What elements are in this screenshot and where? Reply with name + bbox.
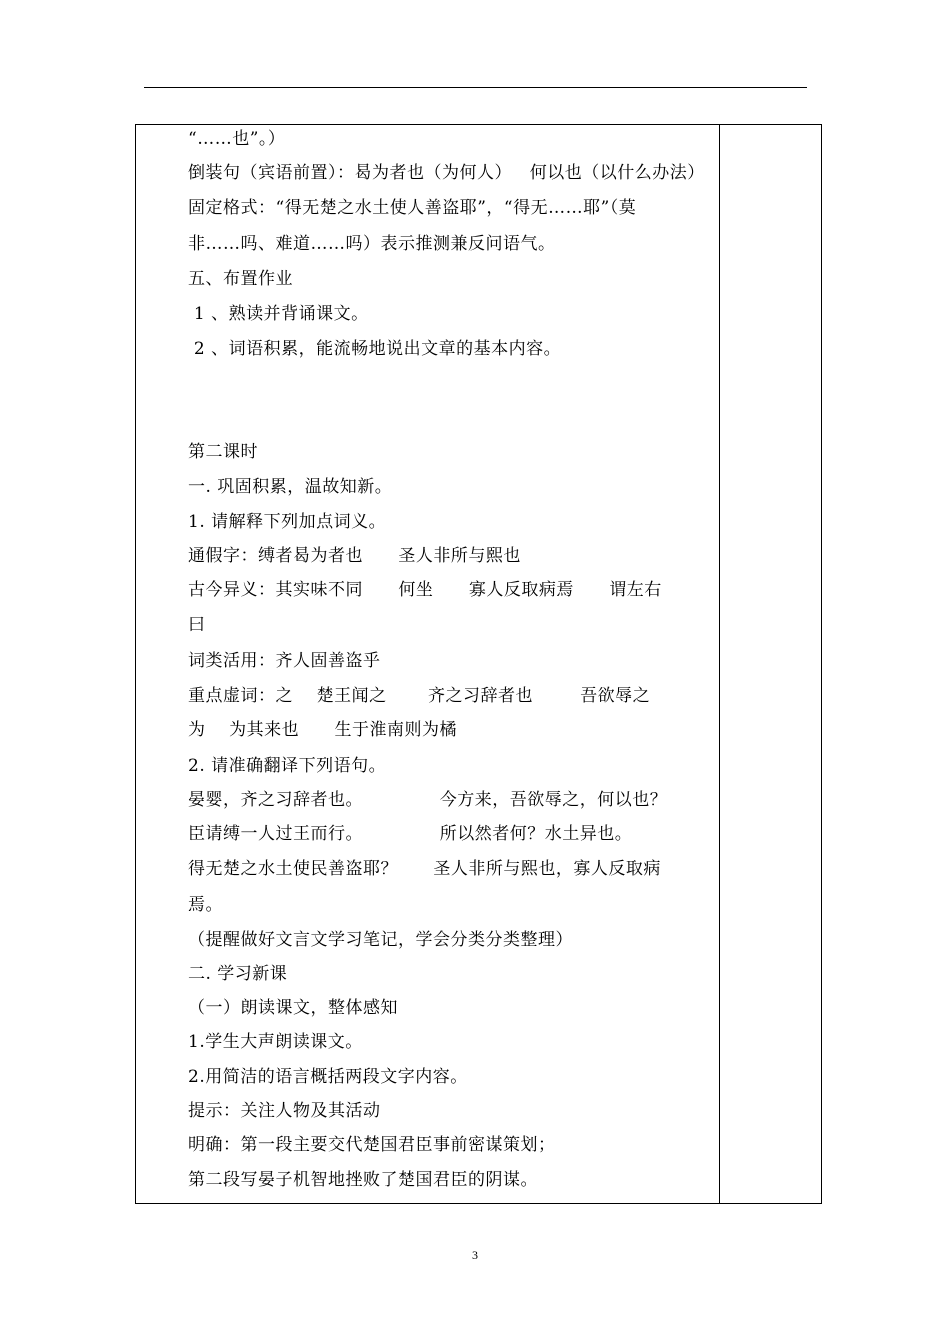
text-line: 词类活用：齐人固善盗乎 <box>188 651 381 671</box>
lesson-table <box>135 124 822 1204</box>
text-line: 1.学生大声朗读课文。 <box>188 1032 363 1052</box>
text-line: 倒装句（宾语前置）：曷为者也（为何人） 何以也（以什么办法） <box>188 163 705 183</box>
text-line: 2. 请准确翻译下列语句。 <box>188 756 387 776</box>
section-heading: 一. 巩固积累，温故知新。 <box>188 477 393 497</box>
text-line: 曰 <box>188 615 206 635</box>
text-line: 1 、熟读并背诵课文。 <box>188 304 369 324</box>
text-line: 重点虚词：之 楚王闻之 齐之习辞者也 吾欲辱之 <box>188 686 651 706</box>
text-line: 晏婴，齐之习辞者也。 今方来，吾欲辱之，何以也？ <box>188 790 668 810</box>
text-line: 通假字：缚者曷为者也 圣人非所与熙也 <box>188 546 521 566</box>
text-line: 2 、词语积累，能流畅地说出文章的基本内容。 <box>188 339 562 359</box>
text-line: （提醒做好文言文学习笔记，学会分类分类整理） <box>188 930 573 950</box>
text-line: 1. 请解释下列加点词义。 <box>188 512 387 532</box>
text-line: 臣请缚一人过王而行。 所以然者何？水土异也。 <box>188 824 633 844</box>
text-line: 非……吗、难道……吗）表示推测兼反问语气。 <box>188 234 556 254</box>
text-line: 古今异义：其实味不同 何坐 寡人反取病焉 谓左右 <box>188 580 662 600</box>
text-line: 提示：关注人物及其活动 <box>188 1101 381 1121</box>
text-line: 为 为其来也 生于淮南则为橘 <box>188 720 458 740</box>
page-number: 3 <box>472 1248 478 1262</box>
text-line: 固定格式：“得无楚之水土使人善盗耶”，“得无……耶”（莫 <box>188 198 637 218</box>
text-line: （一）朗读课文，整体感知 <box>188 998 398 1018</box>
text-line: 第二段写晏子机智地挫败了楚国君臣的阴谋。 <box>188 1170 538 1190</box>
column-divider <box>719 125 720 1203</box>
text-line: 得无楚之水土使民善盗耶？ 圣人非所与熙也，寡人反取病 <box>188 859 661 879</box>
section-heading: 二. 学习新课 <box>188 964 288 984</box>
header-rule <box>144 87 807 88</box>
text-line: 明确：第一段主要交代楚国君臣事前密谋策划； <box>188 1135 556 1155</box>
text-line: 焉。 <box>188 895 223 915</box>
lesson-title: 第二课时 <box>188 442 258 462</box>
text-line: 2.用简洁的语言概括两段文字内容。 <box>188 1067 468 1087</box>
section-heading: 五、布置作业 <box>188 269 293 289</box>
text-line: “……也”。） <box>188 129 286 149</box>
